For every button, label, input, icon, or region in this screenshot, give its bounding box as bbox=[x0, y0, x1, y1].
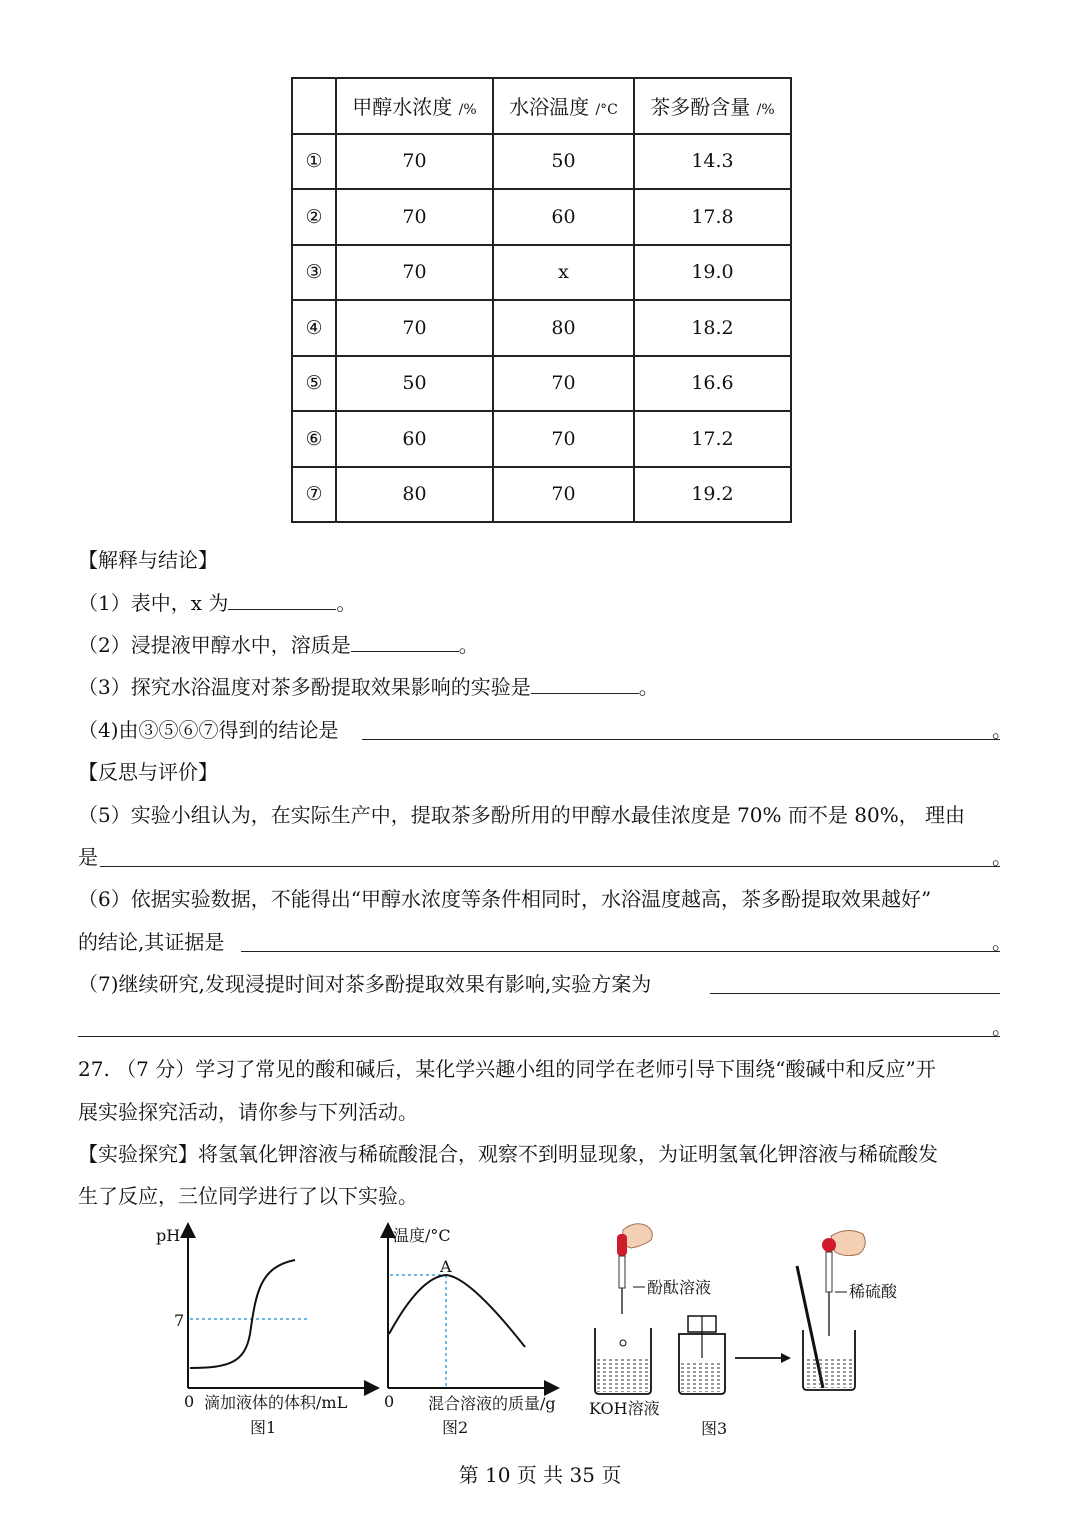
header-cell-index bbox=[292, 78, 336, 134]
table-row bbox=[292, 467, 791, 523]
row-id: ③ bbox=[292, 245, 336, 301]
page-footer: 第 10 页 共 35 页 bbox=[458, 1463, 622, 1487]
row-concentration: 70 bbox=[336, 245, 493, 301]
row-content: 14.3 bbox=[634, 134, 791, 190]
row-content: 19.2 bbox=[634, 467, 791, 523]
answer-blank-5[interactable] bbox=[100, 844, 1000, 867]
header-text: 甲醇水浓度 bbox=[352, 95, 453, 120]
period: 。 bbox=[992, 718, 1012, 742]
question-7-line-1 bbox=[78, 969, 1012, 999]
temperature-curve bbox=[389, 1275, 525, 1347]
answer-blank-3[interactable] bbox=[531, 673, 639, 694]
y-axis-label: pH bbox=[156, 1226, 181, 1245]
row-concentration: 50 bbox=[336, 356, 493, 412]
x-axis-label: 混合溶液的质量/g bbox=[428, 1394, 556, 1413]
question-text: （4)由③⑤⑥⑦得到的结论是 bbox=[78, 718, 339, 742]
row-temperature: 70 bbox=[493, 411, 634, 467]
row-concentration: 70 bbox=[336, 134, 493, 190]
question-27-line-4: 生了反应，三位同学进行了以下实验。 bbox=[78, 1184, 418, 1208]
question-2 bbox=[78, 630, 1012, 660]
question-27-line-2: 展实验探究活动，请你参与下列活动。 bbox=[78, 1100, 418, 1124]
table-row bbox=[292, 300, 791, 356]
tick-7-label: 7 bbox=[174, 1311, 185, 1330]
row-concentration: 70 bbox=[336, 300, 493, 356]
answer-blank-6[interactable] bbox=[241, 929, 1000, 952]
row-content: 17.2 bbox=[634, 411, 791, 467]
period: 。 bbox=[992, 930, 1012, 954]
figure-3-apparatus bbox=[585, 1218, 925, 1443]
answer-blank-4[interactable] bbox=[362, 717, 1000, 740]
header-cell-concentration bbox=[336, 78, 493, 134]
period: 。 bbox=[638, 675, 659, 699]
row-id: ⑥ bbox=[292, 411, 336, 467]
header-cell-temperature bbox=[493, 78, 634, 134]
header-unit: /% bbox=[458, 102, 477, 119]
question-4 bbox=[78, 715, 1012, 745]
experiment-table bbox=[291, 77, 792, 523]
question-text: 的结论,其证据是 bbox=[78, 930, 225, 954]
answer-blank-7a[interactable] bbox=[710, 971, 1000, 994]
dropper-label: 酚酞溶液 bbox=[647, 1278, 712, 1297]
row-temperature: 80 bbox=[493, 300, 634, 356]
question-5-line-2 bbox=[78, 842, 1012, 872]
table-row bbox=[292, 189, 791, 245]
row-concentration: 80 bbox=[336, 467, 493, 523]
answer-blank-2[interactable] bbox=[351, 631, 459, 652]
section-explanation-heading: 【解释与结论】 bbox=[78, 548, 218, 572]
row-id: ⑤ bbox=[292, 356, 336, 412]
figure-2-temperature-curve bbox=[380, 1222, 590, 1442]
origin-label: 0 bbox=[384, 1392, 395, 1411]
question-27-line-3: 【实验探究】将氢氧化钾溶液与稀硫酸混合，观察不到明显现象，为证明氢氧化钾溶液与稀硫酸发 bbox=[78, 1142, 938, 1166]
row-content: 17.8 bbox=[634, 189, 791, 245]
header-unit: /% bbox=[756, 102, 775, 119]
beaker-icon bbox=[595, 1328, 651, 1394]
figure-caption: 图1 bbox=[250, 1418, 277, 1437]
row-concentration: 60 bbox=[336, 411, 493, 467]
beaker-label: KOH溶液 bbox=[589, 1399, 660, 1418]
answer-blank-1[interactable] bbox=[228, 589, 336, 610]
beaker-icon bbox=[803, 1330, 855, 1390]
header-text: 茶多酚含量 bbox=[650, 95, 751, 120]
row-temperature: 70 bbox=[493, 356, 634, 412]
header-unit: /°C bbox=[595, 102, 618, 119]
question-text: （2）浸提液甲醇水中，溶质是 bbox=[78, 633, 351, 657]
origin-label: 0 bbox=[184, 1392, 195, 1411]
row-content: 18.2 bbox=[634, 300, 791, 356]
row-temperature: 50 bbox=[493, 134, 634, 190]
question-1 bbox=[78, 588, 1012, 618]
figure-caption: 图2 bbox=[442, 1418, 469, 1437]
row-id: ② bbox=[292, 189, 336, 245]
hand-dropper-icon bbox=[617, 1224, 652, 1314]
row-id: ⑦ bbox=[292, 467, 336, 523]
table-row bbox=[292, 245, 791, 301]
peak-label: A bbox=[440, 1257, 452, 1276]
row-content: 19.0 bbox=[634, 245, 791, 301]
section-reflection-heading: 【反思与评价】 bbox=[78, 760, 218, 784]
row-temperature: 60 bbox=[493, 189, 634, 245]
answer-blank-7b[interactable] bbox=[78, 1014, 1000, 1037]
period: 。 bbox=[992, 845, 1012, 869]
period: 。 bbox=[992, 1015, 1012, 1039]
figure-1-ph-curve bbox=[150, 1222, 380, 1442]
question-27-line-1: 27. （7 分）学习了常见的酸和碱后，某化学兴趣小组的同学在老师引导下围绕“酸碱中和反应”开 bbox=[78, 1057, 936, 1081]
table-header-row bbox=[292, 78, 791, 134]
row-concentration: 70 bbox=[336, 189, 493, 245]
x-axis-label: 滴加液体的体积/mL bbox=[204, 1393, 348, 1412]
question-3 bbox=[78, 672, 1012, 702]
period: 。 bbox=[458, 633, 479, 657]
question-6-line-1: （6）依据实验数据，不能得出“甲醇水浓度等条件相同时，水浴温度越高，茶多酚提取效果越好” bbox=[78, 887, 932, 911]
table-row bbox=[292, 411, 791, 467]
y-axis-label: 温度/°C bbox=[393, 1226, 451, 1245]
question-5-line-1: （5）实验小组认为，在实际生产中，提取茶多酚所用的甲醇水最佳浓度是 70% 而不是 80%， 理由 bbox=[78, 803, 966, 827]
question-6-line-2 bbox=[78, 927, 1012, 957]
figure-caption: 图3 bbox=[701, 1419, 728, 1438]
period: 。 bbox=[336, 591, 357, 615]
row-id: ① bbox=[292, 134, 336, 190]
ph-curve bbox=[190, 1260, 295, 1368]
table-row bbox=[292, 134, 791, 190]
header-cell-content bbox=[634, 78, 791, 134]
row-temperature: 70 bbox=[493, 467, 634, 523]
table-row bbox=[292, 356, 791, 412]
question-text: （7)继续研究,发现浸提时间对茶多酚提取效果有影响,实验方案为 bbox=[78, 972, 652, 996]
row-id: ④ bbox=[292, 300, 336, 356]
row-content: 16.6 bbox=[634, 356, 791, 412]
question-text: 是 bbox=[78, 845, 98, 869]
header-text: 水浴温度 bbox=[509, 95, 590, 120]
row-temperature: x bbox=[493, 245, 634, 301]
question-text: （3）探究水浴温度对茶多酚提取效果影响的实验是 bbox=[78, 675, 531, 699]
acid-label: 稀硫酸 bbox=[849, 1282, 898, 1301]
question-text: （1）表中，x 为 bbox=[78, 591, 229, 615]
reagent-bottle-icon bbox=[679, 1316, 725, 1394]
